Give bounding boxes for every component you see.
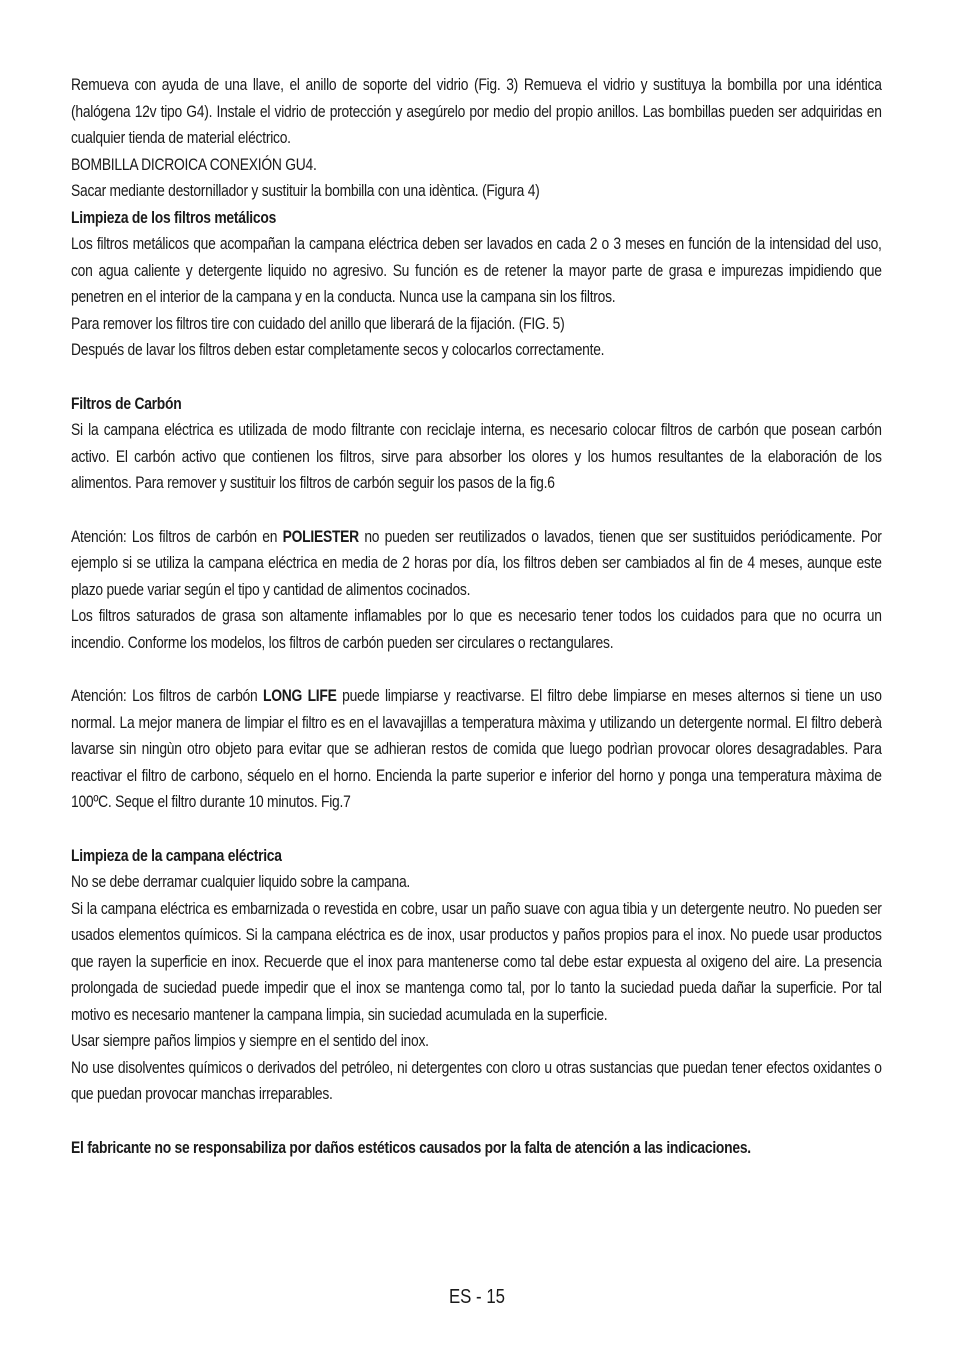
metal-filters-paragraph-2: Para remover los filtros tire con cuidado del anillo que liberará de la fijación. (FIG. 5) bbox=[71, 314, 565, 333]
carbon-filters-paragraph-3: Los filtros saturados de grasa son altamente inflamables por lo que es necesario tener todos los cuidados para que no ocurra un incendio. Conforme los modelos, los filtros de carbón pueden ser circulares o rectangulares. bbox=[71, 607, 882, 652]
hood-cleaning-heading: Limpieza de la campana eléctrica bbox=[71, 846, 282, 865]
carbon-filters-paragraph-1: Si la campana eléctrica es utilizada de modo filtrante con reciclaje interna, es necesario colocar filtros de carbón que posean carbón activo. El carbón activo que contienen los filtros, sirve para absorber los olores y los humos resultantes de la elaboración de los alimentos. Para remover y sustituir los filtros de carbón seguir los pasos de la fig.6 bbox=[71, 421, 882, 492]
lamp-paragraph-1: Remueva con ayuda de una llave, el anillo de soporte del vidrio (Fig. 3) Remueva el vidrio y sustituya la bombilla por una idéntica (halógena 12v tipo G4). Instale el vidrio de protección y asegúrelo por medio del propio anillos. Las bombillas pueden ser adquiridas en cualquier tienda de material eléctrico. bbox=[71, 76, 882, 147]
disclaimer: El fabricante no se responsabiliza por daños estéticos causados por la falta de atención a las indicaciones. bbox=[71, 1138, 751, 1157]
page-content bbox=[71, 72, 882, 1161]
longlife-keyword: LONG LIFE bbox=[262, 687, 337, 705]
metal-filters-paragraph-1: Los filtros metálicos que acompañan la campana eléctrica deben ser lavados en cada 2 o 3 meses en función de la intensidad del uso, con agua caliente y detergente liquido no agresivo. Su función es de retener la mayor parte de grasa e impurezas impidiendo que penetren en el interior de la campana y en la conducta. Nunca use la campana sin los filtros. bbox=[71, 235, 882, 306]
polyester-warning-lead: Atención: Los filtros de carbón en bbox=[71, 527, 283, 546]
spacer bbox=[71, 364, 882, 391]
carbon-filters-heading: Filtros de Carbón bbox=[71, 394, 182, 413]
hood-cleaning-paragraph-2: Si la campana eléctrica es embarnizada o revestida en cobre, usar un paño suave con agua tibia y un detergente neutro. No pueden ser usados elementos químicos. Si la campana eléctrica es de inox, usar productos y paños propios para el inox. No puede usar productos que rayen la superficie en inox. Recuerde que el inox para mantenerse como tal debe estar expuesta al oxigeno del aire. La presencia prolongada de suciedad puede impedir que el inox se mantenga como tal, por lo tanto la suciedad pueda dañar la superficie. Por tal motivo es necesario mantener la campana limpia, sin suciedad acumulada en la superficie. bbox=[71, 899, 882, 1024]
metal-filters-heading: Limpieza de los filtros metálicos bbox=[71, 208, 277, 227]
longlife-warning-rest: puede limpiarse y reactivarse. El filtro debe limpiarse en meses alternos si tiene un uso normal. La mejor manera de limpiar el filtro es en el lavavajillas a temperatura màxima y utilizando un detergente normal. El filtro deberà lavarse sin ningùn otro objeto para evitar que se adhieran restos de comida que luego podrìan provocar olores desagradables. Para reactivar el filtro de carbono, séquelo en el horno. Encienda la parte superior e inferior del horno y ponga una temperatura màxima de 100ºC. Seque el filtro durante 10 minutos. Fig.7 bbox=[71, 687, 882, 811]
spacer bbox=[71, 656, 882, 683]
longlife-warning bbox=[71, 683, 882, 816]
spacer bbox=[71, 497, 882, 524]
hood-cleaning-paragraph-1: No se debe derramar cualquier liquido sobre la campana. bbox=[71, 873, 411, 891]
lamp-paragraph-3: Sacar mediante destornillador y sustituir la bombilla con una idèntica. (Figura 4) bbox=[71, 182, 540, 200]
hood-cleaning-paragraph-4: No use disolventes químicos o derivados del petróleo, ni detergentes con cloro u otras sustancias que puedan tener efectos oxidantes o que puedan provocar manchas irreparables. bbox=[71, 1058, 882, 1103]
polyester-warning bbox=[71, 524, 882, 604]
hood-cleaning-paragraph-3: Usar siempre paños limpios y siempre en el sentido del inox. bbox=[71, 1032, 429, 1050]
polyester-keyword: POLIESTER bbox=[282, 527, 359, 546]
polyester-warning-rest: no pueden ser reutilizados o lavados, tienen que ser sustituidos periódicamente. Por ejemplo si se utiliza la campana eléctrica en media de 2 horas por día, los filtros deben ser cambiados al fin de 4 meses, aunque este plazo puede variar según el tipo y cantidad de alimentos cocinados. bbox=[71, 527, 882, 599]
spacer bbox=[71, 1108, 882, 1135]
metal-filters-paragraph-3: Después de lavar los filtros deben estar completamente secos y colocarlos correctamente. bbox=[71, 341, 605, 359]
longlife-warning-lead: Atención: Los filtros de carbón bbox=[71, 687, 263, 705]
lamp-paragraph-2: BOMBILLA DICROICA CONEXIÓN GU4. bbox=[71, 155, 317, 174]
spacer bbox=[71, 816, 882, 843]
page-number: ES - 15 bbox=[448, 1286, 506, 1308]
